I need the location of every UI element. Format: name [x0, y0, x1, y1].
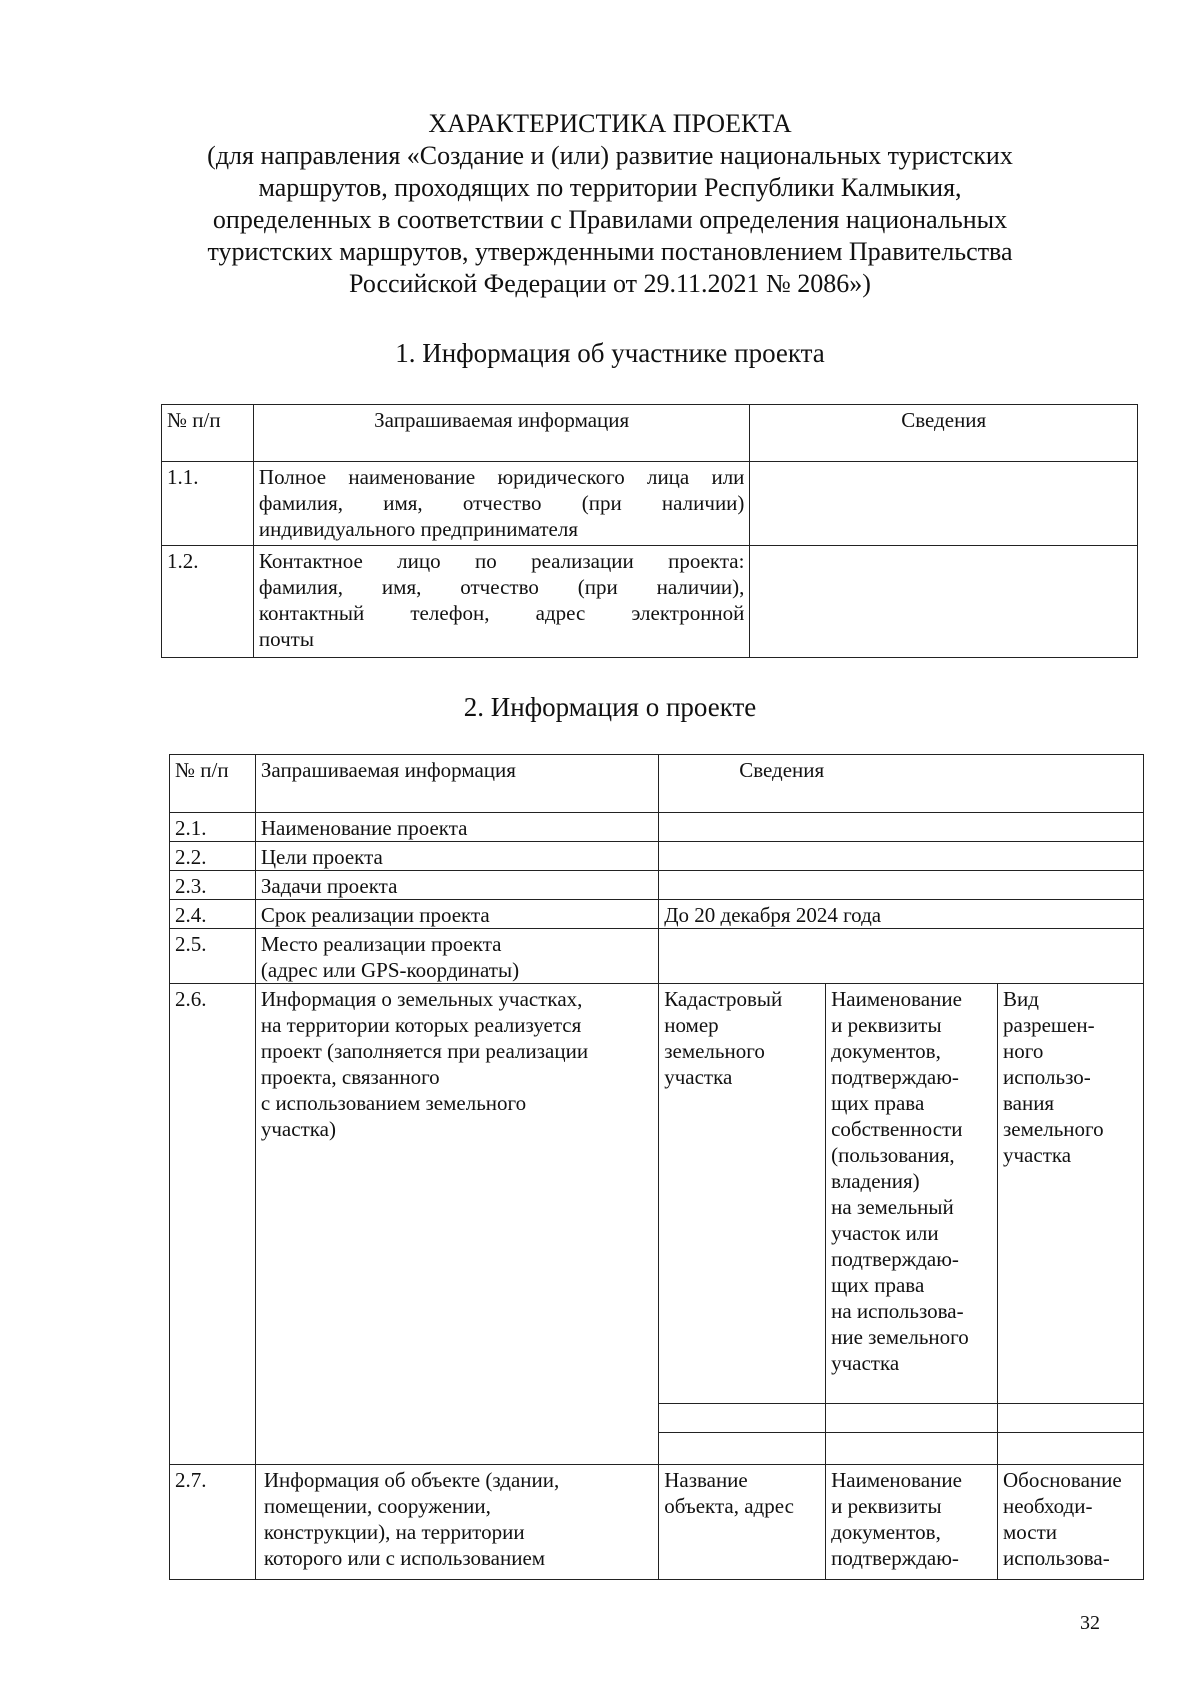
page-number: 32 — [1080, 1612, 1100, 1634]
row-num: 2.6. — [170, 984, 256, 1465]
land-use-type-value[interactable] — [998, 1404, 1144, 1433]
label-line: участка — [1003, 1143, 1072, 1167]
row-value[interactable] — [659, 929, 1144, 984]
row-value[interactable] — [659, 842, 1144, 871]
row-num: 1.2. — [162, 546, 254, 658]
label-line: Обоснование — [1003, 1468, 1122, 1492]
label-line: Наименование — [831, 1468, 962, 1492]
row-value[interactable] — [750, 546, 1138, 658]
row-value[interactable] — [750, 462, 1138, 546]
label-line: индивидуального предпринимателя — [258, 517, 579, 541]
label-line: документов, — [831, 1520, 941, 1544]
object-name-header — [659, 1465, 826, 1580]
table-row — [170, 842, 1144, 871]
table-row — [170, 984, 1144, 1404]
object-justification-header — [998, 1465, 1144, 1580]
label-line: Наименование — [831, 987, 962, 1011]
label-line: использо- — [1003, 1065, 1091, 1089]
label-line: земельного — [1003, 1117, 1104, 1141]
row-num: 2.4. — [170, 900, 256, 929]
land-documents-value[interactable] — [826, 1433, 998, 1465]
label-line: подтверждаю- — [831, 1065, 959, 1089]
row-label: Срок реализации проекта — [255, 900, 658, 929]
table-header-row — [170, 755, 1144, 813]
label-line: щих права — [831, 1273, 925, 1297]
row-value[interactable] — [659, 813, 1144, 842]
row-num: 2.5. — [170, 929, 256, 984]
label-line: конструкции), на территории — [263, 1520, 525, 1544]
label-line: ние земельного — [831, 1325, 969, 1349]
label-line: на территории которых реализуется — [260, 1013, 582, 1037]
label-line: подтверждаю- — [831, 1247, 959, 1271]
label-line: Место реализации проекта — [260, 932, 502, 956]
row-value[interactable] — [659, 871, 1144, 900]
label-line: Полное наименование юридического лица или — [258, 465, 745, 489]
label-line: мости — [1003, 1520, 1058, 1544]
table-row — [170, 813, 1144, 842]
label-line: и реквизиты — [831, 1494, 942, 1518]
label-line: проект (заполняется при реализации — [260, 1039, 589, 1063]
table-row — [170, 900, 1144, 929]
object-documents-header — [826, 1465, 998, 1580]
row-num: 1.1. — [162, 462, 254, 546]
row-label — [253, 546, 750, 658]
title-line: туристских маршрутов, утвержденными постановлением Правительства — [207, 237, 1013, 266]
land-use-type-header — [998, 984, 1144, 1404]
label-line: помещении, сооружении, — [263, 1494, 491, 1518]
row-num: 2.2. — [170, 842, 256, 871]
label-line: на использова- — [831, 1299, 964, 1323]
table-row — [162, 462, 1138, 546]
label-line: фамилия, имя, отчество (при наличии), — [258, 575, 745, 599]
header-info — [659, 755, 1144, 813]
label-line: документов, — [831, 1039, 941, 1063]
row-label — [255, 984, 658, 1465]
label-line: Название — [664, 1468, 748, 1492]
project-info-table — [169, 754, 1144, 1580]
label-line: которого или с использованием — [263, 1546, 546, 1570]
label-line: (адрес или GPS-координаты) — [260, 958, 520, 982]
land-cadastral-header — [659, 984, 826, 1404]
row-label: Цели проекта — [255, 842, 658, 871]
label-line: вания — [1003, 1091, 1055, 1115]
table-row — [170, 929, 1144, 984]
label-line: контактный телефон, адрес электронной — [258, 601, 745, 625]
land-use-type-value[interactable] — [998, 1433, 1144, 1465]
land-documents-value[interactable] — [826, 1404, 998, 1433]
header-num: № п/п — [170, 755, 256, 813]
table-row — [162, 546, 1138, 658]
label-line: Информация об объекте (здании, — [263, 1468, 560, 1492]
table-row — [170, 1465, 1144, 1580]
label-line: фамилия, имя, отчество (при наличии) — [258, 491, 745, 515]
land-cadastral-value[interactable] — [659, 1433, 826, 1465]
row-num: 2.7. — [170, 1465, 256, 1580]
label-line: использова- — [1003, 1546, 1110, 1570]
label-line: с использованием земельного — [260, 1091, 527, 1115]
section2-heading: 2. Информация о проекте — [463, 692, 757, 722]
table-row — [170, 871, 1144, 900]
label-line: почты — [258, 627, 314, 651]
title-line: ХАРАКТЕРИСТИКА ПРОЕКТА — [428, 109, 792, 138]
label-line: объекта, адрес — [664, 1494, 794, 1518]
title-line: (для направления «Создание и (или) развитие национальных туристских — [207, 141, 1013, 170]
header-info: Сведения — [750, 405, 1138, 462]
label-line: участка) — [260, 1117, 336, 1141]
label-line: Информация о земельных участках, — [260, 987, 583, 1011]
document-title — [150, 108, 1070, 300]
label-line: проекта, связанного — [260, 1065, 440, 1089]
label-line: подтверждаю- — [831, 1546, 959, 1570]
label-line: Вид — [1003, 987, 1039, 1011]
land-cadastral-value[interactable] — [659, 1404, 826, 1433]
label-line: Кадастровый — [664, 987, 783, 1011]
label-line: разрешен- — [1003, 1013, 1095, 1037]
header-requested: Запрашиваемая информация — [255, 755, 658, 813]
header-info-label: Сведения — [739, 758, 825, 782]
title-line: маршрутов, проходящих по территории Республики Калмыкия, — [258, 173, 962, 202]
label-line: на земельный — [831, 1195, 954, 1219]
header-requested: Запрашиваемая информация — [253, 405, 750, 462]
label-line: владения) — [831, 1169, 920, 1193]
label-line: участка — [831, 1351, 900, 1375]
label-line: щих права — [831, 1091, 925, 1115]
label-line: Контактное лицо по реализации проекта: — [258, 549, 745, 573]
title-line: Российской Федерации от 29.11.2021 № 2086») — [349, 269, 871, 298]
row-num: 2.1. — [170, 813, 256, 842]
title-line: определенных в соответствии с Правилами определения национальных — [212, 205, 1008, 234]
row-num: 2.3. — [170, 871, 256, 900]
row-label — [255, 1465, 658, 1580]
table-header-row — [162, 405, 1138, 462]
row-label — [253, 462, 750, 546]
row-label — [255, 929, 658, 984]
label-line: необходи- — [1003, 1494, 1093, 1518]
label-line: (пользования, — [831, 1143, 955, 1167]
row-label: Задачи проекта — [255, 871, 658, 900]
label-line: участок или — [831, 1221, 939, 1245]
header-num: № п/п — [162, 405, 254, 462]
label-line: ного — [1003, 1039, 1044, 1063]
participant-info-table — [161, 404, 1138, 658]
label-line: собственности — [831, 1117, 963, 1141]
row-value[interactable]: До 20 декабря 2024 года — [659, 900, 1144, 929]
label-line: земельного — [664, 1039, 765, 1063]
label-line: и реквизиты — [831, 1013, 942, 1037]
land-documents-header — [826, 984, 998, 1404]
label-line: номер — [664, 1013, 719, 1037]
label-line: участка — [664, 1065, 733, 1089]
row-label: Наименование проекта — [255, 813, 658, 842]
section1-heading: 1. Информация об участнике проекта — [395, 338, 825, 368]
